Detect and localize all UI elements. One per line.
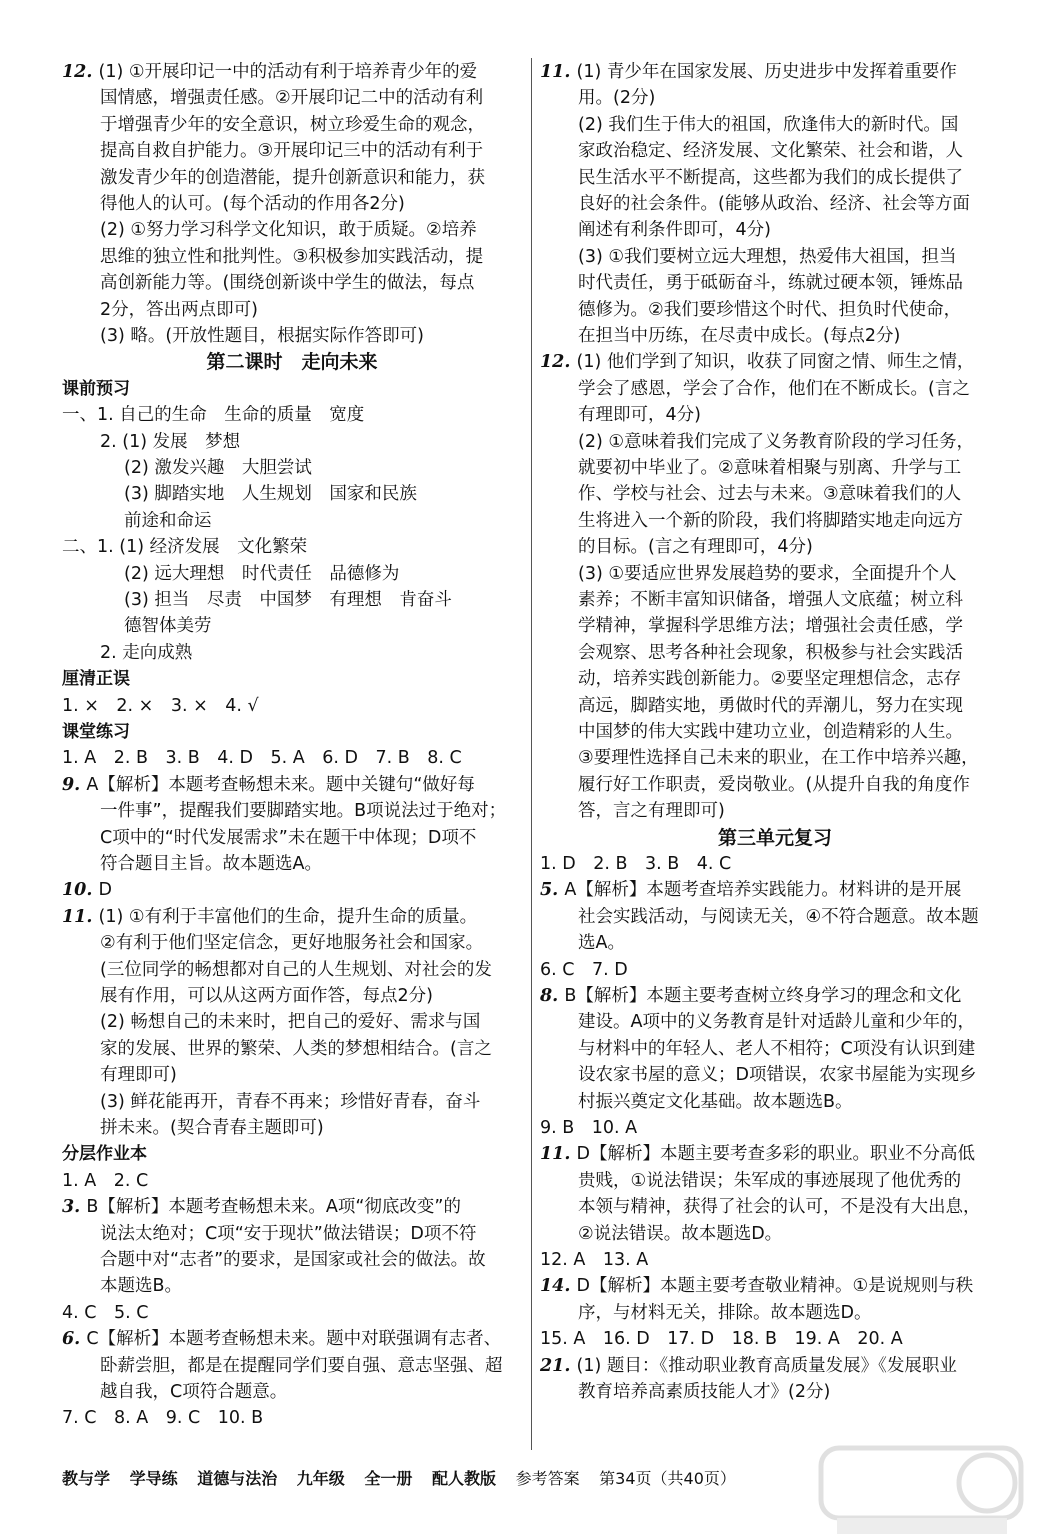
line-text: (2) 畅想自己的未来时，把自己的爱好、需求与国 [100,1012,481,1033]
text-line [578,1380,830,1404]
text-line [124,562,399,586]
line-text: 学会了感恩，学会了合作，他们在不断成长。(言之 [578,378,970,399]
text-line [578,509,963,533]
text-line [100,113,485,137]
line-text: 厘清正误 [62,669,130,690]
line-text: (三位同学的畅想都对自己的人生规划、对社会的发 [100,959,492,980]
line-text: 4. C 5. C [62,1302,149,1323]
question-number: 3. [62,1197,87,1218]
text-line [578,377,970,401]
line-text: 用。(2分) [578,88,656,109]
line-text: 答，言之有理即可) [578,801,725,822]
line-text: 课前预习 [62,378,130,399]
text-line [578,641,963,665]
question-number: 11. [62,906,99,927]
text-line [62,1301,148,1325]
text-line [62,905,477,929]
text-line [100,958,492,982]
footer-page-number: 第34页（共40页） [599,1469,736,1488]
line-text: 德修为。②我们要珍惜这个时代、担负时代使命， [578,299,962,320]
text-line [100,166,485,190]
text-line [100,1380,287,1404]
question-number: 8. [540,986,565,1006]
text-line [62,694,259,718]
line-text: 时代责任，勇于砥砺奋斗，练就过硬本领，锤炼品 [578,273,963,294]
line-text: 第二课时 走向未来 [206,351,378,374]
line-text: 展有作用，可以从这两方面作答，每点2分) [100,986,433,1006]
text-line [578,218,771,242]
line-text: 1. A 2. C [62,1170,149,1191]
line-text: 建设。A项中的义务教育是针对适龄儿童和少年的， [578,1012,975,1033]
line-text: 有理即可) [100,1065,177,1086]
text-line [578,588,963,612]
text-line [578,456,961,480]
watermark-logo-icon [817,1440,1027,1536]
text-line [578,773,970,797]
line-text: 在担当中历练，在尽责中成长。(每点2分) [578,326,901,346]
line-text: 序，与材料无关，排除。故本题选D。 [578,1302,872,1323]
text-line [578,799,725,823]
question-number: 12. [540,352,577,373]
line-text: ②说法错误。故本题选D。 [578,1223,783,1244]
line-text: 履行好工作职责，爱岗敬业。(从提升自我的角度作 [578,774,970,795]
text-line [100,1274,182,1298]
line-text: (1) ①有利于丰富他们的生命，提升生命的质量。 [98,906,478,927]
text-line [100,324,424,348]
section-title [540,826,1010,850]
footer-brand: 教与学 [62,1469,111,1488]
line-text: (3) ①要适应世界发展趋势的要求，全面提升个人 [578,563,957,584]
line-text: 高创新能力等。(围绕创新谈中学生的做法，每点 [100,273,475,294]
line-text: 二、1. (1) 经济发展 文化繁荣 [62,537,308,558]
text-line [100,1248,486,1272]
text-line [578,166,963,190]
text-line [124,588,452,612]
line-text: ③要理性选择自己未来的职业，在工作中培养兴趣， [578,748,979,769]
line-text: A【解析】本题考查培养实践能力。材料讲的是开展 [564,880,962,901]
line-text: 的目标。(言之有理即可，4分) [578,537,813,558]
line-text: 选A。 [578,933,625,954]
line-text: 2. 走向成熟 [100,642,193,663]
line-text: 2分，答出两点即可) [100,299,258,320]
text-line [578,86,655,110]
line-text: 就要初中毕业了。②意味着相聚与别离、升学与工 [578,458,962,478]
text-line [62,746,462,770]
line-text: ②有利于他们坚定信念，更好地服务社会和国家。 [100,933,484,954]
text-line [578,324,900,348]
line-text: 激发青少年的创造潜能，提升创新意识和能力，获 [100,167,485,188]
line-text: (3) 脚踏实地 人生规划 国家和民族 [124,484,417,505]
line-text: 前途和命运 [124,510,212,531]
footer-subject: 道德与法治 [197,1469,278,1488]
text-line [578,245,957,269]
text-line [578,1222,782,1246]
line-text: 一件事”，提醒我们要脚踏实地。B项说法过于绝对； [100,801,507,822]
line-text: 动，培养实践创新能力。②要坚定理想信念，志存 [578,669,962,690]
text-line [540,878,961,902]
text-line [578,113,958,137]
text-line [578,139,963,163]
text-line [578,694,963,718]
line-text: 拼未来。(契合青春主题即可) [100,1118,324,1138]
line-text: 与材料中的年轻人、老人不相符；C项没有认识到建 [578,1038,976,1059]
line-text: 贵贱，①说法错误；朱军成的事迹展现了他优秀的 [578,1170,962,1191]
text-line [578,746,979,770]
section-heading [62,377,130,401]
question-number: 21. [540,1355,577,1376]
line-text: A【解析】本题考查畅想未来。题中关键句“做好每 [86,774,475,795]
text-line [100,1354,503,1378]
text-line [62,878,112,902]
text-line [578,430,974,454]
footer-edition: 配人教版 [431,1469,496,1488]
line-text: B【解析】本题主要考查树立终身学习的理念和文化 [564,986,962,1006]
footer-label: 参考答案 [515,1469,580,1488]
text-line [578,720,963,744]
line-text: (2) 远大理想 时代责任 品德修为 [124,563,400,584]
text-line [100,192,405,216]
line-text: 良好的社会条件。(能够从政治、经济、社会等方面 [578,194,970,214]
text-line [578,1169,961,1193]
text-line [540,1354,957,1378]
text-line [578,1090,853,1114]
line-text: (2) ①努力学习科学文化知识，敢于质疑。②培养 [100,220,477,241]
text-line [578,905,979,929]
question-number: 12. [62,62,99,82]
line-text: 本题选B。 [100,1276,183,1297]
line-text: 卧薪尝胆，都是在提醒同学们要自强、意志坚强、超 [100,1355,503,1376]
line-text: 15. A 16. D 17. D 18. B 19. A 20. A [540,1329,903,1350]
line-text: 会观察、思考各种社会现象，积极参与社会实践活 [578,642,963,663]
line-text: (3) 担当 尽责 中国梦 有理想 肯奋斗 [124,590,452,610]
line-text: (2) 激发兴趣 大胆尝试 [124,458,312,478]
question-number: 9. [62,774,87,795]
text-line [100,1222,476,1246]
text-line [578,1010,975,1034]
text-line [578,614,963,638]
line-text: D [98,880,113,901]
line-text: 2. (1) 发展 梦想 [100,431,241,452]
line-text: 于增强青少年的安全意识，树立珍爱生命的观念， [100,114,485,135]
text-line [100,1063,177,1087]
line-text: 课堂练习 [62,722,130,742]
section-title [62,350,522,374]
line-text: 1. D 2. B 3. B 4. C [540,854,732,874]
line-text: (3) ①我们要树立远大理想，热爱伟大祖国，担当 [578,246,957,267]
line-text: 提高自救自护能力。③开展印记三中的活动有利于 [100,141,484,162]
text-line [540,350,974,374]
line-text: 1. A 2. B 3. B 4. D 5. A 6. D 7. B 8. C [62,748,462,769]
text-line [62,773,475,797]
question-number: 5. [540,880,565,901]
line-text: 有理即可，4分) [578,405,701,426]
line-text: 12. A 13. A [540,1250,649,1270]
text-line [578,1063,976,1087]
text-line [124,614,212,638]
text-line [62,403,364,427]
line-text: 生将进入一个新的阶段，我们将脚踏实地走向远方 [578,510,963,531]
text-line [540,1248,648,1272]
line-text: 6. C 7. D [540,959,628,980]
line-text: 家政治稳定、经济发展、文化繁荣、社会和谐，人 [578,141,963,162]
line-text: (2) 我们生于伟大的祖国，欣逢伟大的新时代。国 [578,114,959,135]
line-text: C【解析】本题考查畅想未来。题中对联强调有志者、 [86,1329,502,1350]
line-text: (1) ①开展印记一中的活动有利于培养青少年的爱 [98,62,478,82]
text-line [540,984,961,1008]
line-text: (2) ①意味着我们完成了义务教育阶段的学习任务， [578,431,975,452]
line-text: 教育培养高素质技能人才》(2分) [578,1382,831,1402]
text-line [62,1406,263,1430]
line-text: 越自我，C项符合题意。 [100,1382,288,1402]
question-number: 11. [540,1144,577,1165]
text-line [100,298,258,322]
text-line [578,562,957,586]
line-text: B【解析】本题考查畅想未来。A项“彻底改变”的 [86,1197,461,1218]
line-text: 9. B 10. A [540,1118,638,1138]
column-divider [531,58,532,1450]
line-text: 分层作业本 [62,1144,147,1165]
text-line [578,1037,975,1061]
text-line [578,1301,871,1325]
line-text: 第三单元复习 [717,826,832,849]
text-line [540,1327,903,1351]
question-number: 11. [540,62,577,82]
text-line [578,192,970,216]
text-line [62,60,477,84]
text-line [100,139,483,163]
line-text: 思维的独立性和批判性。③积极参加实践活动，提 [100,246,484,267]
question-number: 10. [62,880,99,901]
question-number: 6. [62,1329,87,1350]
text-line [540,1142,975,1166]
line-text: 阐述有利条件即可，4分) [578,220,771,241]
text-line [100,430,240,454]
line-text: 作、学校与社会、过去与未来。③意味着我们的人 [578,484,962,505]
section-heading [62,720,130,744]
line-text: 合题中对“志者”的要求，是国家或社会的做法。故 [100,1250,486,1270]
line-text: 村振兴奠定文化基础。故本题选B。 [578,1091,853,1112]
text-line [540,60,957,84]
line-text: C项中的“时代发展需求”未在题干中体现；D项不 [100,827,477,848]
text-line [100,826,476,850]
text-line [62,1169,148,1193]
line-text: 本领与精神，获得了社会的认可，不是没有大出息， [578,1197,981,1218]
line-text: 7. C 8. A 9. C 10. B [62,1408,264,1429]
text-line [124,509,212,533]
text-line [62,535,307,559]
text-line [578,482,961,506]
footer-grade: 九年级 [296,1469,345,1488]
text-line [124,456,312,480]
text-line [100,641,192,665]
section-heading [62,1142,147,1166]
line-text: (1) 题目：《推动职业教育高质量发展》《发展职业 [576,1355,957,1376]
line-text: 1. × 2. × 3. × 4. √ [62,695,259,716]
section-heading [62,667,130,691]
text-line [62,1195,461,1219]
text-line [100,271,474,295]
line-text: (3) 略。(开放性题目，根据实际作答即可) [100,326,425,346]
text-line [100,1116,324,1140]
line-text: 说法太绝对；C项“安于现状”做法错误；D项不符 [100,1223,477,1244]
text-line [540,1116,637,1140]
line-text: 素养；不断丰富知识储备，增强人文底蕴；树立科 [578,590,963,610]
text-line [100,1037,492,1061]
footer-series: 学导练 [129,1469,178,1488]
text-line [540,852,731,876]
text-line [578,1195,981,1219]
line-text: 国情感，增强责任感。②开展印记二中的活动有利 [100,88,484,109]
line-text: 家的发展、世界的繁荣、人类的梦想相结合。(言之 [100,1038,492,1059]
line-text: (3) 鲜花能再开，青春不再来；珍惜好青春，奋斗 [100,1091,481,1112]
text-line [100,245,483,269]
text-line [100,799,506,823]
question-number: 14. [540,1276,577,1297]
text-line [578,298,961,322]
line-text: 符合题目主旨。故本题选A。 [100,854,322,874]
text-line [540,1274,973,1298]
line-text: 一、1. 自己的生命 生命的质量 宽度 [62,405,365,426]
text-line [540,958,628,982]
text-line [100,86,483,110]
line-text: D【解析】本题主要考查多彩的职业。职业不分高低 [576,1144,976,1165]
text-line [62,1327,501,1351]
text-line [578,271,963,295]
text-line [100,1010,480,1034]
text-line [578,535,813,559]
line-text: 中国梦的伟大实践中建功立业，创造精彩的人生。 [578,722,963,742]
line-text: (1) 他们学到了知识，收获了同窗之情、师生之情， [576,352,975,373]
text-line [100,984,433,1008]
line-text: 民生活水平不断提高，这些都为我们的成长提供了 [578,167,963,188]
line-text: (1) 青少年在国家发展、历史进步中发挥着重要作 [576,62,957,82]
line-text: 得他人的认可。(每个活动的作用各2分) [100,194,405,214]
text-line [578,667,961,691]
line-text: 德智体美劳 [124,616,212,637]
text-line [100,931,483,955]
line-text: 高远，脚踏实地，勇做时代的弄潮儿，努力在实现 [578,695,963,716]
text-line [578,931,625,955]
line-text: 学精神，掌握科学思维方法；增强社会责任感，学 [578,616,963,637]
text-line [100,1090,480,1114]
line-text: 设农家书屋的意义；D项错误，农家书屋能为实现乡 [578,1065,977,1086]
line-text: D【解析】本题主要考查敬业精神。①是说规则与秩 [576,1276,974,1297]
text-line [100,218,477,242]
footer-volume: 全一册 [364,1469,413,1488]
text-line [124,482,417,506]
text-line [100,852,322,876]
line-text: 社会实践活动，与阅读无关，④不符合题意。故本题 [578,906,979,927]
text-line [578,403,701,427]
